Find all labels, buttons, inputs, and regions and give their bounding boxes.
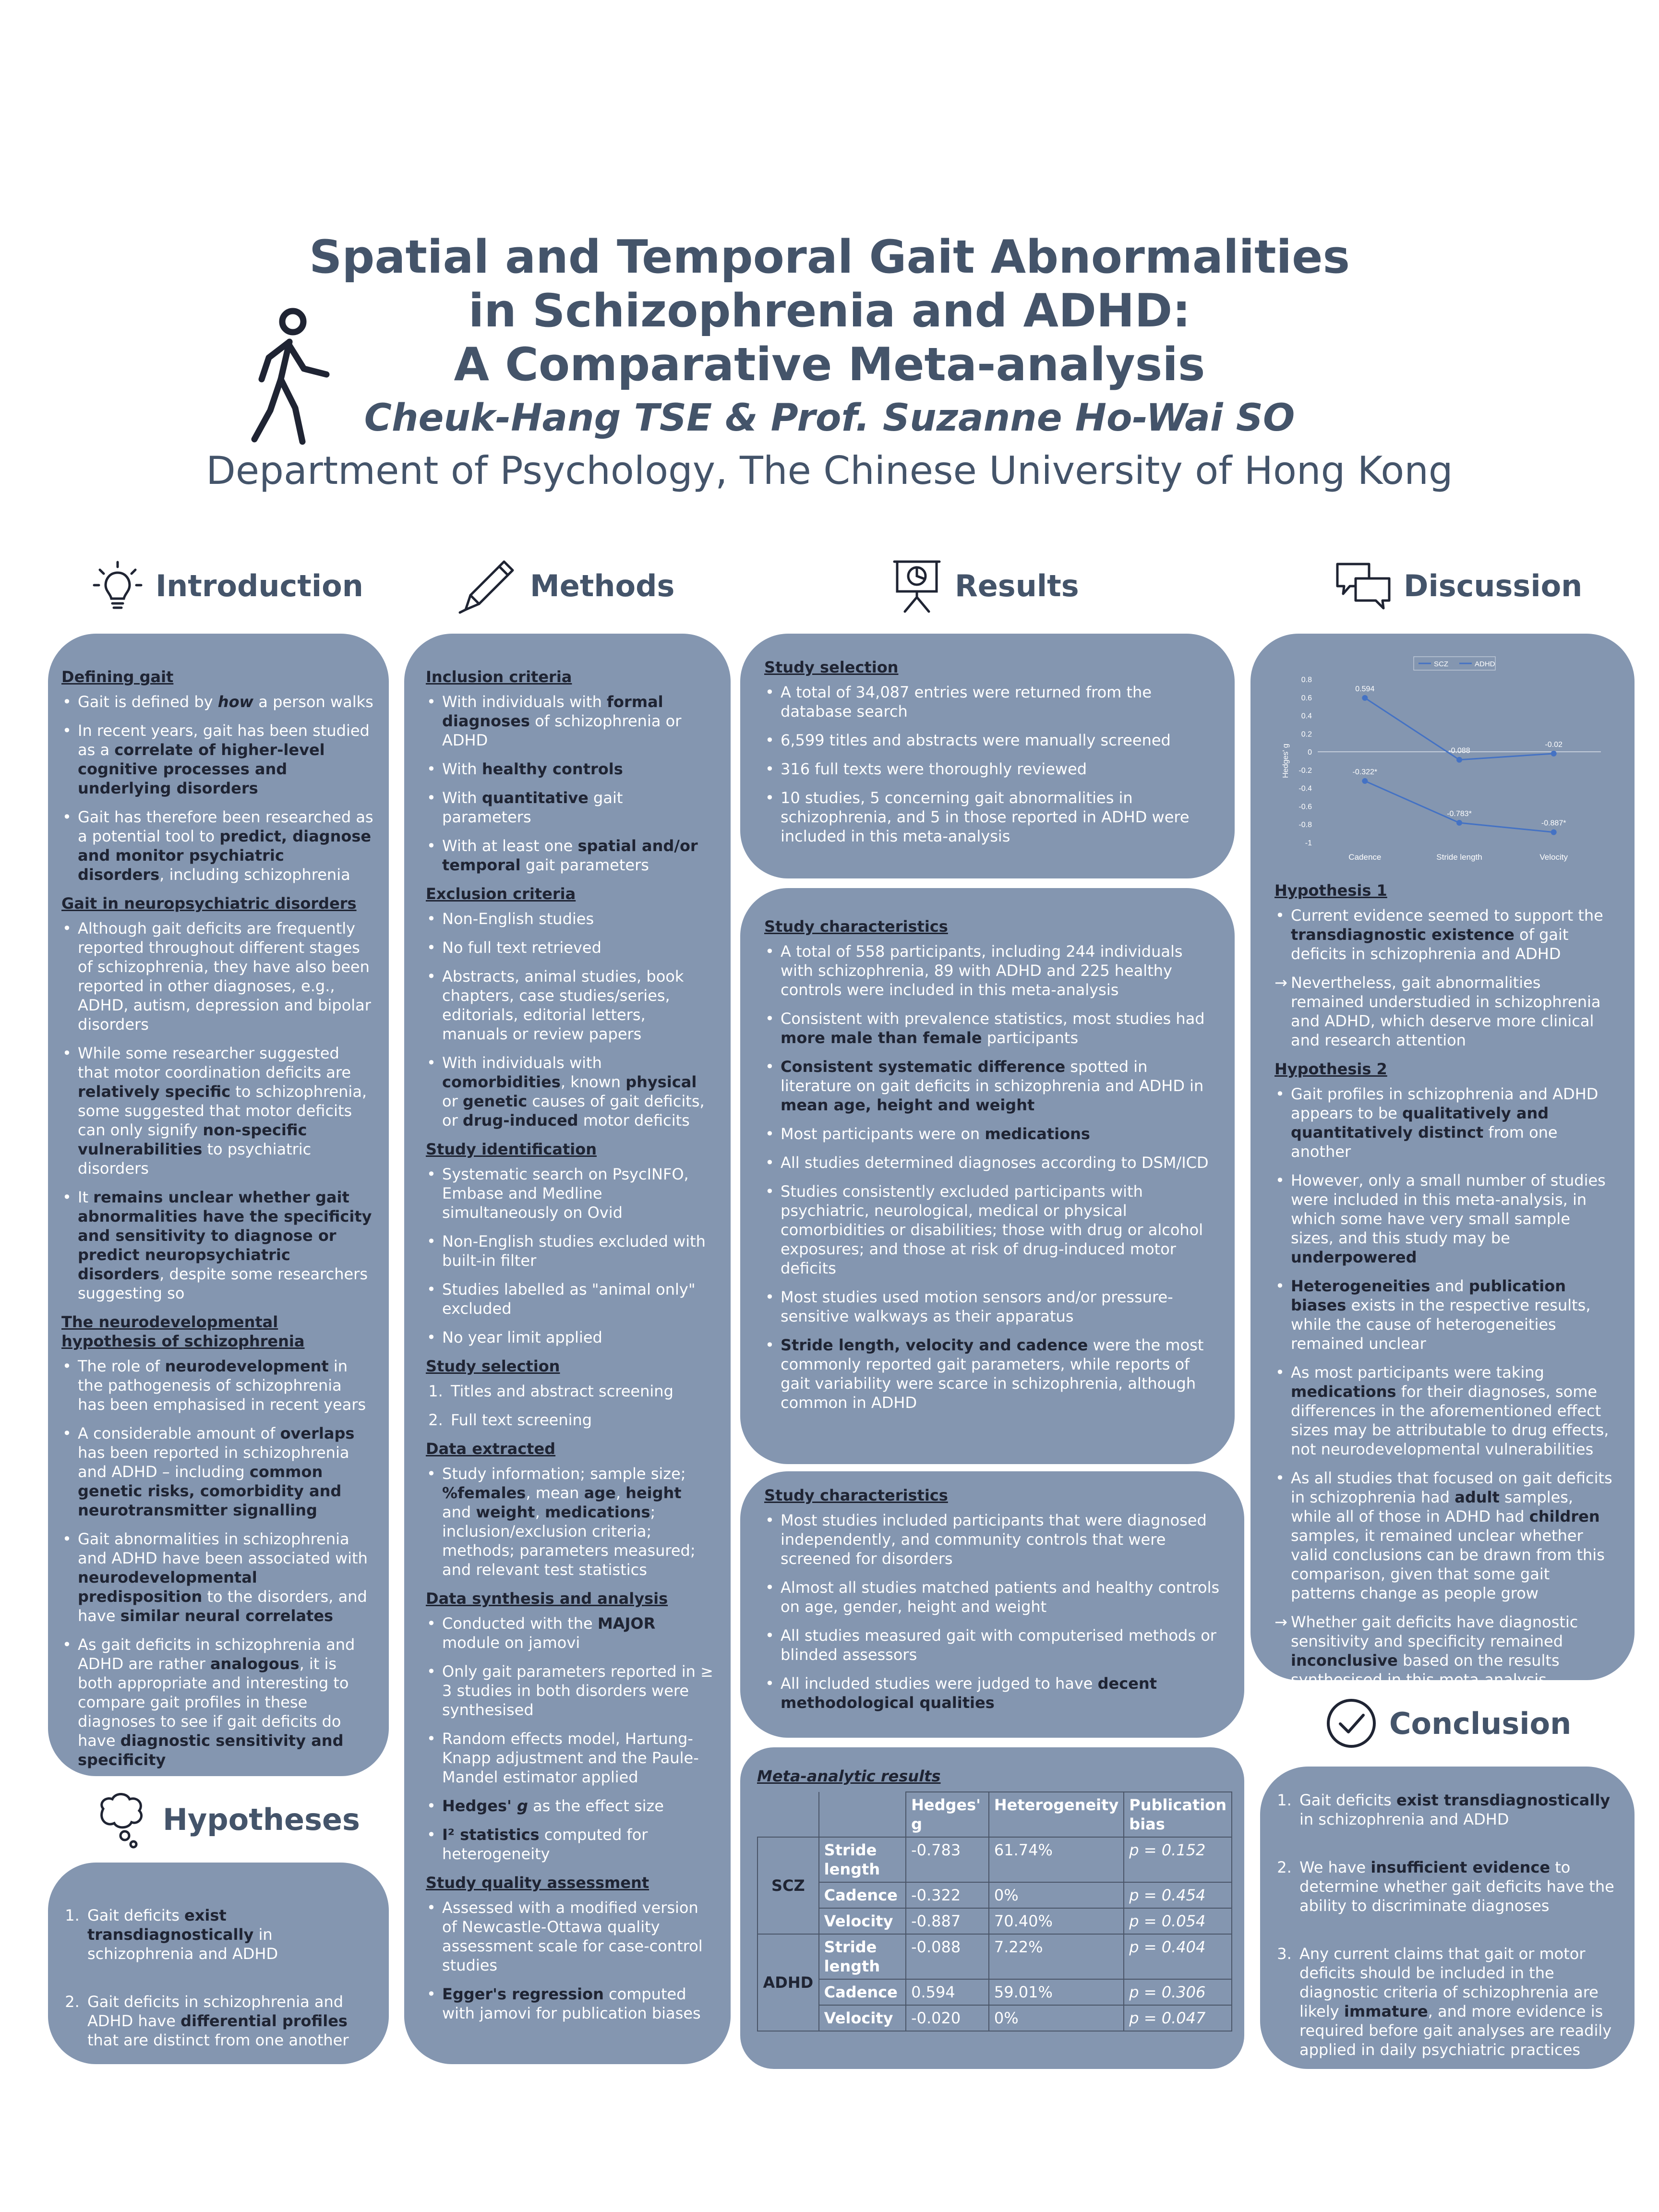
list-item: • All studies measured gait with computerised methods or blinded assessors (764, 1626, 1225, 1664)
x-tick-label: Stride length (1436, 853, 1482, 862)
data-label: -0.322* (1352, 768, 1378, 776)
hypotheses-panel (48, 1863, 389, 2064)
list-item: • Gait profiles in schizophrenia and ADHD appears to be qualitatively and quantitatively distinct from one another (1274, 1084, 1615, 1161)
list-item: • In recent years, gait has been studied as a correlate of higher-level cognitive processes and underlying disorders (61, 721, 373, 798)
list-item: • With individuals with comorbidities, known physical or genetic causes of gait deficits, or drug-induced motor deficits (426, 1053, 714, 1130)
list-item: • 6,599 titles and abstracts were manually screened (764, 731, 1215, 750)
table-row: Cadence -0.322 0% p = 0.454 (757, 1882, 1232, 1908)
group-adhd: ADHD (757, 1934, 819, 2031)
characteristics-2-heading: Study characteristics (764, 1486, 948, 1504)
list-item: 2. Gait deficits in schizophrenia and ADHD have differential profiles that are distinct from one another (84, 1992, 370, 2050)
y-tick-label: 0.2 (1301, 730, 1312, 739)
list-item: • Abstracts, animal studies, book chapters, case studies/series, editorials, editorial letters, manuals or review papers (426, 967, 714, 1044)
results-selection-panel (740, 634, 1235, 878)
list-item: 1. Gait deficits exist transdiagnostically in schizophrenia and ADHD (84, 1906, 370, 1963)
list-item: • A total of 558 participants, including 244 individuals with schizophrenia, 89 with ADHD and 225 healthy controls were included in this meta-analysis (764, 942, 1215, 999)
discussion-title: Discussion (1404, 568, 1583, 603)
list-item: • No full text retrieved (426, 938, 714, 957)
list-item: • Although gait deficits are frequently reported throughout different stages of schizophrenia, they have also been reported in other diagnoses, e.g., ADHD, autism, depression and bipolar disorders (61, 919, 373, 1034)
y-tick-label: 0 (1308, 748, 1312, 757)
y-tick-label: -1 (1305, 839, 1312, 847)
list-item: • Study information; sample size; %females, mean age, height and weight, medications; inclusion/exclusion criteria; methods; parameters measured; and relevant test statistics (426, 1464, 714, 1579)
y-tick-label: -0.6 (1298, 803, 1312, 811)
hypotheses-heading (91, 1791, 360, 1848)
data-point (1456, 757, 1462, 763)
col-publication-bias: Publication bias (1124, 1792, 1232, 1837)
list-item: 2. We have insufficient evidence to determine whether gait deficits have the ability to discriminate diagnoses (1297, 1858, 1620, 1915)
results-title: Results (955, 568, 1079, 603)
conclusion-heading (1325, 1695, 1571, 1752)
list-item: • Almost all studies matched patients and healthy controls on age, gender, height and weight (764, 1578, 1225, 1616)
methods-panel (404, 634, 731, 2064)
list-item: • Non-English studies excluded with built-in filter (426, 1232, 714, 1270)
x-tick-label: Cadence (1348, 853, 1382, 862)
results-selection-heading: Study selection (764, 658, 899, 676)
pen-icon (456, 557, 518, 614)
data-label: 0.594 (1355, 685, 1375, 693)
list-item: • As all studies that focused on gait deficits in schizophrenia had adult samples, while all of those in ADHD had children samples, it remained unclear whether valid conclusions can be drawn from this comparison, given that some gait patterns change as people grow (1274, 1468, 1615, 1603)
data-point (1362, 695, 1368, 701)
list-item: • Most studies included participants that were diagnosed independently, and community controls that were screened for disorders (764, 1511, 1225, 1568)
title-line-3: A Comparative Meta-analysis (454, 338, 1205, 391)
inclusion-heading: Inclusion criteria (426, 668, 572, 686)
list-item: • Random effects model, Hartung-Knapp adjustment and the Paule-Mandel estimator applied (426, 1729, 714, 1787)
list-item: • Gait is defined by how a person walks (61, 692, 373, 711)
data-point (1551, 830, 1557, 835)
list-item: • Most participants were on medications (764, 1124, 1215, 1143)
gait-chart (1274, 653, 1611, 864)
list-item: • Egger's regression computed with jamovi for publication biases (426, 1984, 714, 2023)
extracted-heading: Data extracted (426, 1440, 556, 1458)
table-row: Cadence 0.594 59.01% p = 0.306 (757, 1979, 1232, 2005)
list-item: • Gait has therefore been researched as a potential tool to predict, diagnose and monitor psychiatric disorders, including schizophrenia (61, 807, 373, 884)
list-item: 1. Gait deficits exist transdiagnostically in schizophrenia and ADHD (1297, 1791, 1620, 1829)
list-item: • However, only a small number of studies were included in this meta-analysis, in which some have very small sample sizes, and this study may be underpowered (1274, 1171, 1615, 1267)
list-item: • It remains unclear whether gait abnormalities have the specificity and sensitivity to diagnose or predict neuropsychiatric disorders, despite some researchers suggesting so (61, 1188, 373, 1303)
hypothesis-1-heading: Hypothesis 1 (1274, 881, 1387, 900)
list-item: • A considerable amount of overlaps has been reported in schizophrenia and ADHD – including common genetic risks, comorbidity and neurotransmitter signalling (61, 1424, 373, 1520)
data-point (1551, 751, 1557, 757)
table-row: Velocity -0.887 70.40% p = 0.054 (757, 1908, 1232, 1934)
list-item: • 316 full texts were thoroughly reviewed (764, 759, 1215, 779)
list-item: • Studies labelled as "animal only" excluded (426, 1280, 714, 1318)
list-item: • Consistent systematic difference spotted in literature on gait deficits in schizophrenia and ADHD in mean age, height and weight (764, 1057, 1215, 1115)
list-item: → Nevertheless, gait abnormalities remained understudied in schizophrenia and ADHD, which deserve more clinical and research attention (1274, 973, 1615, 1050)
results-heading (890, 557, 1079, 614)
exclusion-heading: Exclusion criteria (426, 885, 576, 903)
y-tick-label: -0.4 (1298, 784, 1312, 793)
title-line-2: in Schizophrenia and ADHD: (468, 285, 1191, 337)
meta-results-panel (740, 1747, 1244, 2069)
conclusion-title: Conclusion (1389, 1706, 1572, 1741)
data-label: -0.088 (1448, 746, 1470, 755)
x-tick-label: Velocity (1539, 853, 1568, 862)
data-label: -0.02 (1545, 740, 1563, 749)
meta-analysis-table (757, 1791, 1232, 2032)
neurodevelopmental-heading: The neurodevelopmental hypothesis of schizophrenia (61, 1313, 305, 1350)
list-item: • The role of neurodevelopment in the pathogenesis of schizophrenia has been emphasised in recent years (61, 1357, 373, 1414)
list-item: • With quantitative gait parameters (426, 788, 714, 827)
list-item: • Consistent with prevalence statistics, most studies had more male than female participants (764, 1009, 1215, 1047)
y-axis-label: Hedges' g (1282, 744, 1290, 778)
results-characteristics-panel (740, 888, 1235, 1464)
introduction-title: Introduction (156, 568, 363, 603)
characteristics-heading: Study characteristics (764, 917, 948, 936)
list-item: • Heterogeneities and publication biases exists in the respective results, while the cause of heterogeneities remained unclear (1274, 1276, 1615, 1353)
list-item: • Studies consistently excluded participants with psychiatric, neurological, medical or physical comorbidities or disabilities; those with drug or alcohol exposures; and those at risk of drug-induced motor deficits (764, 1182, 1215, 1278)
list-item: • As gait deficits in schizophrenia and ADHD are rather analogous, it is both appropriate and interesting to compare gait profiles in these diagnoses to see if gait deficits do have diagnostic sensitivity and specificity (61, 1635, 373, 1769)
y-tick-label: -0.2 (1298, 766, 1312, 775)
list-item: • Current evidence seemed to support the transdiagnostic existence of gait deficits in schizophrenia and ADHD (1274, 906, 1615, 963)
list-item: • All included studies were judged to have decent methodological qualities (764, 1674, 1225, 1712)
data-label: -0.783* (1447, 810, 1472, 818)
list-item: • Systematic search on PsycINFO, Embase and Medline simultaneously on Ovid (426, 1165, 714, 1222)
y-tick-label: 0.8 (1301, 676, 1312, 684)
list-item: • As most participants were taking medications for their diagnoses, some differences in the aforementioned effect sizes may be attributable to drug effects, not neurodevelopmental vulnerabilities (1274, 1363, 1615, 1459)
list-item: 2. Full text screening (448, 1410, 714, 1430)
neuropsychiatric-heading: Gait in neuropsychiatric disorders (61, 894, 357, 913)
list-item: • Only gait parameters reported in ≥ 3 studies in both disorders were synthesised (426, 1662, 714, 1719)
title-line-1: Spatial and Temporal Gait Abnormalities (309, 231, 1350, 284)
list-item: • Most studies used motion sensors and/or pressure-sensitive walkways as their apparatus (764, 1287, 1215, 1326)
list-item: • All studies determined diagnoses according to DSM/ICD (764, 1153, 1215, 1172)
list-item: → Whether gait deficits have diagnostic sensitivity and specificity remained inconclusive based on the results synthesised in this meta-analysis (1274, 1612, 1615, 1689)
list-item: • While some researcher suggested that motor coordination deficits are relatively specific to schizophrenia, some suggested that motor deficits can only signify non-specific vulnerabilities to psychiatric disorders (61, 1044, 373, 1178)
thought-bubble-icon (91, 1790, 151, 1850)
list-item: • Conducted with the MAJOR module on jamovi (426, 1614, 714, 1652)
table-row: ADHD Stride length -0.088 7.22% p = 0.404 (757, 1934, 1232, 1979)
hypothesis-2-heading: Hypothesis 2 (1274, 1060, 1387, 1078)
methods-title: Methods (530, 568, 675, 603)
table-header-row (757, 1792, 1232, 1837)
table-row: SCZ Stride length -0.783 61.74% p = 0.152 (757, 1837, 1232, 1882)
group-scz: SCZ (757, 1837, 819, 1934)
presentation-board-icon (890, 557, 943, 614)
list-item: • Assessed with a modified version of Newcastle-Ottawa quality assessment scale for case-control studies (426, 1898, 714, 1975)
results-characteristics-2-panel (740, 1471, 1244, 1738)
discussion-heading (1334, 557, 1582, 614)
identification-heading: Study identification (426, 1140, 597, 1158)
introduction-heading (91, 557, 363, 614)
quality-heading: Study quality assessment (426, 1874, 649, 1892)
lightbulb-icon (91, 559, 144, 612)
hypotheses-title: Hypotheses (163, 1802, 360, 1837)
list-item: • Non-English studies (426, 909, 714, 928)
check-circle-icon (1325, 1697, 1378, 1750)
legend-label: ADHD (1475, 660, 1495, 668)
defining-gait-heading: Defining gait (61, 668, 174, 686)
meta-results-heading: Meta-analytic results (757, 1767, 941, 1785)
list-item: • 10 studies, 5 concerning gait abnormalities in schizophrenia, and 5 in those reported in ADHD were included in this meta-analysis (764, 788, 1215, 846)
list-item: • I² statistics computed for heterogeneity (426, 1825, 714, 1863)
col-heterogeneity: Heterogeneity (989, 1792, 1124, 1837)
list-item: • Hedges' g as the effect size (426, 1796, 714, 1815)
walking-person-icon (247, 307, 343, 446)
list-item: 1. Titles and abstract screening (448, 1382, 714, 1401)
legend-label: SCZ (1434, 660, 1448, 668)
department: Department of Psychology, The Chinese University of Hong Kong (206, 448, 1453, 493)
list-item: • A total of 34,087 entries were returned from the database search (764, 683, 1215, 721)
list-item: • With healthy controls (426, 759, 714, 779)
data-label: -0.887* (1541, 819, 1566, 828)
speech-bubbles-icon (1334, 559, 1392, 612)
synthesis-heading: Data synthesis and analysis (426, 1589, 668, 1608)
y-tick-label: 0.4 (1301, 712, 1312, 721)
table-row: Velocity -0.020 0% p = 0.047 (757, 2005, 1232, 2031)
y-tick-label: -0.8 (1298, 821, 1312, 830)
col-hedges: Hedges' g (906, 1792, 989, 1837)
discussion-panel (1250, 634, 1635, 1689)
list-item: 3. Any current claims that gait or motor deficits should be included in the diagnostic criteria of schizophrenia are likely immature, and more evidence is required before gait analyses are readily applied in daily psychiatric practices (1297, 1944, 1620, 2059)
introduction-panel (48, 634, 389, 1776)
conclusion-panel (1260, 1767, 1635, 2069)
list-item: • With individuals with formal diagnoses of schizophrenia or ADHD (426, 692, 714, 750)
y-tick-label: 0.6 (1301, 694, 1312, 702)
selection-heading: Study selection (426, 1357, 560, 1375)
data-point (1362, 778, 1368, 784)
list-item: • With at least one spatial and/or temporal gait parameters (426, 836, 714, 875)
authors: Cheuk-Hang TSE & Prof. Suzanne Ho-Wai SO (364, 397, 1295, 440)
data-point (1456, 820, 1462, 826)
list-item: • Gait abnormalities in schizophrenia and ADHD have been associated with neurodevelopmental predisposition to the disorders, and have similar neural correlates (61, 1529, 373, 1625)
list-item: • Stride length, velocity and cadence were the most commonly reported gait parameters, while reports of gait variability were scarce in schizophrenia, although common in ADHD (764, 1335, 1215, 1412)
list-item: • No year limit applied (426, 1328, 714, 1347)
methods-heading (456, 557, 674, 614)
